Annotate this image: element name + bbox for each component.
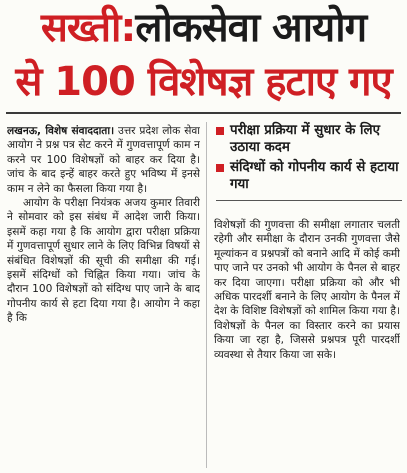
column-divider <box>206 122 207 468</box>
headline-main: लोकसेवा आयोग <box>135 5 367 51</box>
article-column-left <box>7 124 200 469</box>
highlight-item <box>216 159 402 193</box>
article-paragraph-3: विशेषज्ञों की गुणवत्ता की समीक्षा लगातार चलती रहेगी और समीक्षा के दौरान उनकी गुणवत्ता जैसे मूल्यांकन व प्रश्नपत्रों को बनाने आदि में कोई कमी पाए जाने पर उनको भी आयोग के पैनल से बाहर कर दिया जाएगा। परीक्षा प्रक्रिया को और भी अधिक पारदर्शी बनाने के लिए आयोग के पैनल में देश के विशिष्ट विशेषज्ञों को शामिल किया गया है। विशेषज्ञों के पैनल का विस्तार करने का प्रयास किया जा रहा है, जिससे प्रश्नपत्र पूरी पारदर्शी व्यवस्था से तैयार किया जा सके। <box>214 219 400 361</box>
highlight-text: संदिग्धों को गोपनीय कार्य से हटाया गया <box>230 160 399 192</box>
paragraph-1-text: उत्तर प्रदेश लोक सेवा आयोग ने प्रश्न पत्र सेट करने में गुणवत्तापूर्ण काम न करने पर 100 विशेषज्ञों को बाहर कर दिया है। जांच के बाद इन्हें बाहर करते हुए भविष्य में इनसे काम न लेने का फैसला किया गया है। <box>7 125 200 195</box>
headline-line-1 <box>0 5 407 51</box>
square-bullet-icon <box>216 127 224 135</box>
square-bullet-icon <box>216 164 224 172</box>
article-paragraph-1 <box>7 124 200 196</box>
highlights-box <box>216 122 402 201</box>
article-column-right <box>214 218 400 468</box>
headline-divider <box>6 112 401 114</box>
headline-kicker: सख्ती: <box>40 5 136 51</box>
article-paragraph-2: आयोग के परीक्षा नियंत्रक अजय कुमार तिवारी ने सोमवार को इस संबंध में आदेश जारी किया। इसमें कहा गया है कि आयोग द्वारा परीक्षा प्रक्रिया में गुणवत्तापूर्ण सुधार लाने के लिए विभिन्न विषयों से संबंधित विशेषज्ञों की सूची की समीक्षा की गई। इसमें संदिग्धों को चिह्नित किया गया। जांच के दौरान 100 विशेषज्ञों को संदिग्ध पाए जाने के बाद गोपनीय कार्य से हटा दिया गया है। आयोग ने कहा है कि <box>7 197 200 325</box>
highlight-item <box>216 122 402 156</box>
headline-line-2: से 100 विशेषज्ञ हटाए गए <box>15 59 392 105</box>
dateline: लखनऊ, विशेष संवाददाता। <box>7 125 115 137</box>
highlight-text: परीक्षा प्रक्रिया में सुधार के लिए उठाया कदम <box>230 123 381 155</box>
